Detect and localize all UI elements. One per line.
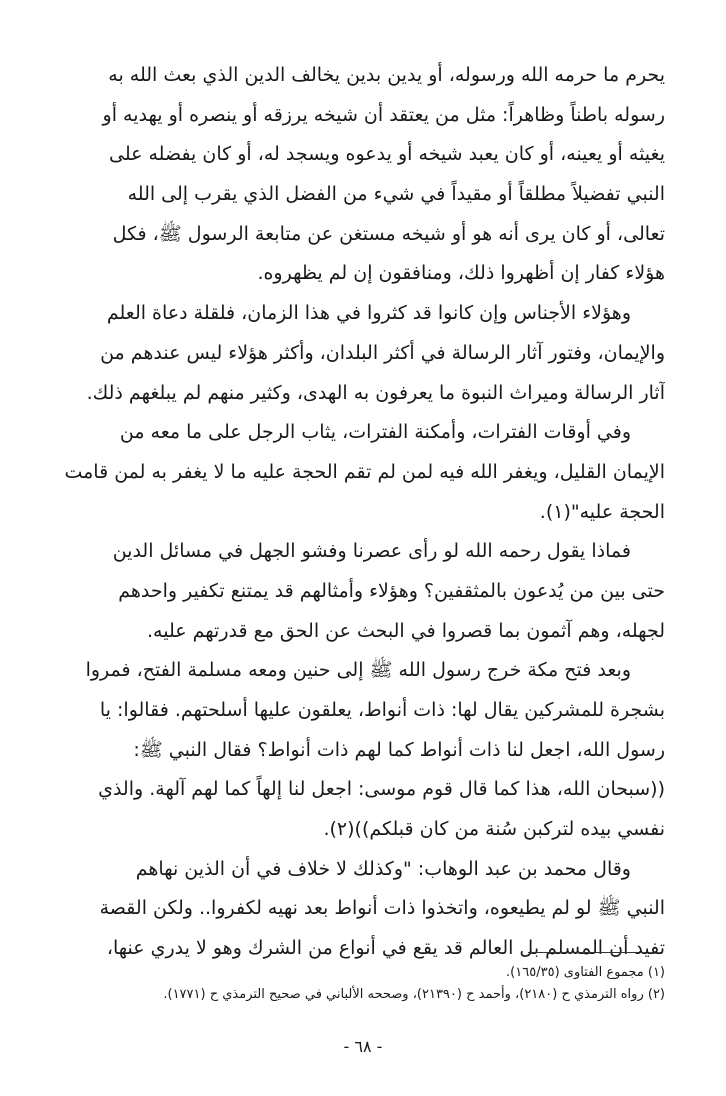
paragraph-start-line: وقال محمد بن عبد الوهاب: "وكذلك لا خلاف في أن الذين نهاهم: [135, 857, 631, 880]
text-line: الحجة عليه"(١).: [539, 500, 665, 523]
footnote: (١) مجموع الفتاوى (١٦٥/٣٥).: [506, 965, 665, 980]
text-line: هؤلاء كفار إن أظهروا ذلك، ومنافقون إن لم يظهروه.: [257, 262, 665, 285]
text-line: النبي ﷺ لو لم يطيعوه، واتخذوا ذات أنواط بعد نهيه لكفروا.. ولكن القصة: [99, 897, 665, 920]
text-line: تعالى، أو كان يرى أنه هو أو شيخه مستغن عن متابعة الرسول ﷺ، فكل: [112, 222, 665, 245]
text-line: النبي تفضيلاً مطلقاً أو مقيداً في شيء من الفضل الذي يقرب إلى الله: [127, 183, 665, 206]
text-line: حتى بين من يُدعون بالمثقفين؟ وهؤلاء وأمثالهم قد يمتنع تكفير واحدهم: [118, 579, 665, 602]
text-line: يغيثه أو يعينه، أو كان يعبد شيخه أو يدعوه ويسجد له، أو كان يفضله على: [108, 143, 665, 166]
footnote-divider: [528, 952, 638, 953]
text-line: تفيد أن المسلم بل العالم قد يقع في أنواع من الشرك وهو لا يدري عنها،: [106, 937, 665, 960]
text-line: الإيمان القليل، ويغفر الله فيه لمن لم تقم الحجة عليه ما لا يغفر به لمن قامت: [64, 460, 665, 483]
paragraph-start-line: وفي أوقات الفترات، وأمكنة الفترات، يثاب الرجل على ما معه من: [119, 421, 631, 444]
page-number: - ٦٨ -: [343, 1037, 383, 1056]
paragraph-start-line: وبعد فتح مكة خرج رسول الله ﷺ إلى حنين ومعه مسلمة الفتح، فمروا: [85, 659, 631, 682]
text-line: لجهله، وهم آثمون بما قصروا في البحث عن الحق مع قدرتهم عليه.: [147, 619, 665, 642]
text-line: يحرم ما حرمه الله ورسوله، أو يدين بدين يخالف الدين الذي بعث الله به: [108, 64, 665, 86]
paragraph-start-line: وهؤلاء الأجناس وإن كانوا قد كثروا في هذا الزمان، فلقلة دعاة العلم: [106, 302, 631, 325]
footnote: (٢) رواه الترمذي ح (٢١٨٠)، وأحمد ح (٢١٣٩٠)، وصححه الألباني في صحيح الترمذي ح (١٧٧١).: [163, 987, 665, 1002]
text-line: رسوله باطناً وظاهراً: مثل من يعتقد أن شيخه يرزقه أو ينصره أو يهديه أو: [102, 103, 665, 126]
text-line: نفسي بيده لتركبن سُنة من كان قبلكم))(٢).: [323, 818, 665, 841]
paragraph-start-line: فماذا يقول رحمه الله لو رأى عصرنا وفشو الجهل في مسائل الدين: [112, 540, 631, 563]
text-line: ((سبحان الله، هذا كما قال قوم موسى: اجعل لنا إلهاً كما لهم آلهة. والذي: [98, 778, 665, 801]
text-line: رسول الله، اجعل لنا ذات أنواط كما لهم ذات أنواط؟ فقال النبي ﷺ:: [133, 738, 665, 761]
main-text: [60, 56, 665, 969]
text-line: آثار الرسالة وميراث النبوة ما يعرفون به الهدى، وكثير منهم لم يبلغهم ذلك.: [86, 381, 665, 404]
text-line: بشجرة للمشركين يقال لها: ذات أنواط، يعلقون عليها أسلحتهم. فقالوا: يا: [99, 699, 665, 721]
text-line: والإيمان، وفتور آثار الرسالة في أكثر البلدان، وأكثر هؤلاء ليس عندهم من: [100, 341, 665, 364]
footnotes: [60, 962, 665, 1006]
